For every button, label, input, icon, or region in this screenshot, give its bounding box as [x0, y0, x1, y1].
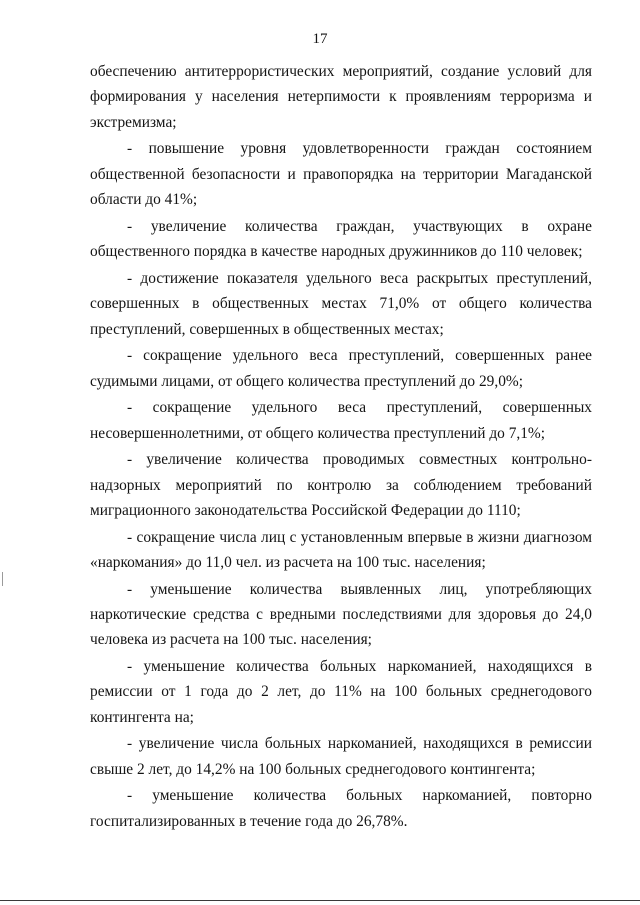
paragraph-solved-crimes: - достижение показателя удельного веса раскрытых преступлений, совершенных в общественных местах 71,0% от общего количества преступлений, совершенных в общественных местах; [90, 269, 592, 338]
paragraph-migration-control: - увеличение количества проводимых совместных контрольно-надзорных мероприятий по контролю за соблюдением требований миграционного законодательства Российской Федерации до 1110; [90, 451, 592, 520]
page-number: 17 [312, 31, 328, 47]
paragraph-remission-1-2-years: - уменьшение количества больных наркоманией, находящихся в ремиссии от 1 года до 2 лет, до 11% на 100 больных среднегодового контингента на; [90, 658, 592, 726]
paragraph-rehospitalization: - уменьшение количества больных наркоманией, повторно госпитализированных в течение года до 26,78%. [90, 787, 592, 830]
paragraph-repeat-offenders: - сокращение удельного веса преступлений, совершенных ранее судимыми лицами, от общего количества преступлений до 29,0%; [90, 347, 592, 390]
page-bottom-rule [0, 900, 640, 901]
paragraph-drug-users: - уменьшение количества выявленных лиц, употребляющих наркотические средства с вредными последствиями для здоровья до 24,0 человека из расчета на 100 тыс. населения; [90, 580, 592, 649]
paragraph-juvenile-crimes: - сокращение удельного веса преступлений, совершенных несовершеннолетними, от общего количества преступлений до 7,1%; [90, 399, 592, 442]
paragraph-people-volunteers: - увеличение количества граждан, участвующих в охране общественного порядка в качестве народных дружинников до 110 человек; [90, 217, 592, 261]
scan-margin-mark [2, 572, 3, 586]
paragraph-citizen-satisfaction: - повышение уровня удовлетворенности граждан состоянием общественной безопасности и правопорядка на территории Магаданской области до 41%; [90, 140, 592, 209]
paragraph-new-diagnoses: - сокращение числа лиц с установленным впервые в жизни диагнозом «наркомания» до 11,0 чел. из расчета на 100 тыс. населения; [90, 528, 592, 572]
paragraph-remission-over-2-years: - увеличение числа больных наркоманией, находящихся в ремиссии свыше 2 лет, до 14,2% на 100 больных среднегодового контингента; [90, 735, 592, 778]
paragraph-continuation: обеспечению антитеррористических мероприятий, создание условий для формирования у населения нетерпимости к проявлениям терроризма и экстремизма; [90, 63, 592, 131]
document-body [90, 59, 592, 835]
